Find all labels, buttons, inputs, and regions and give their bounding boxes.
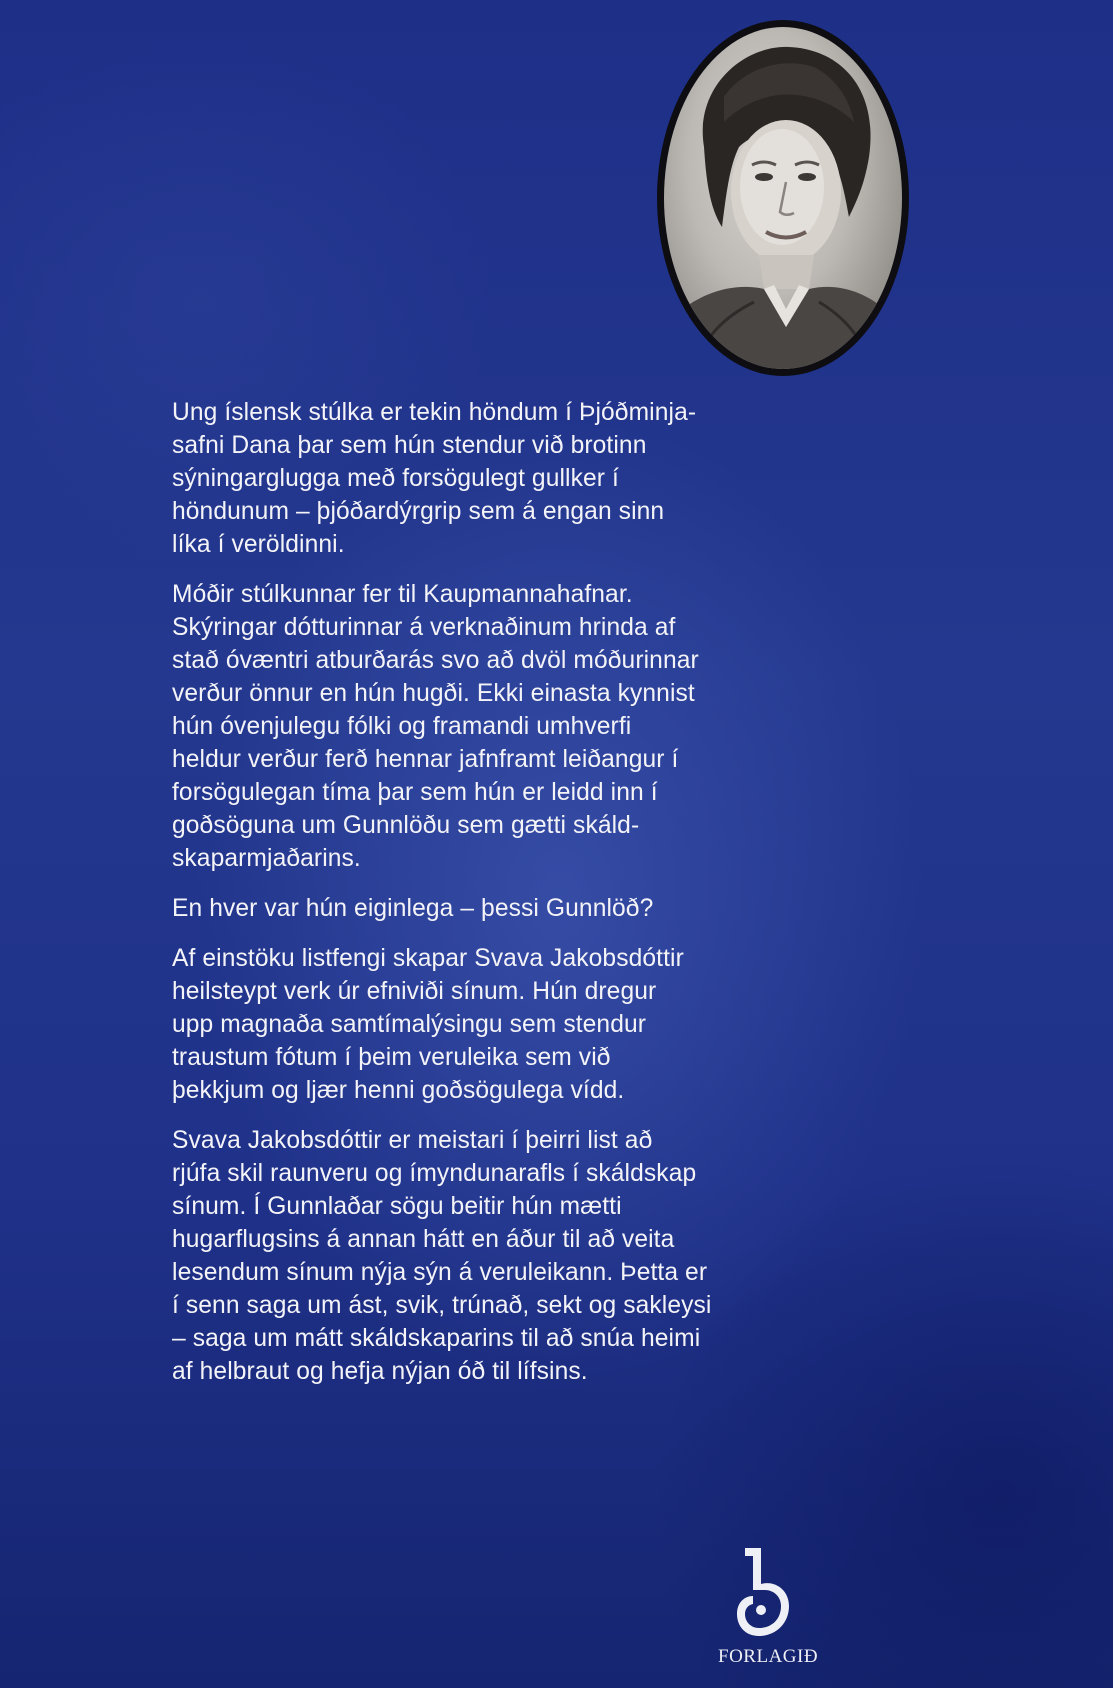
text-line: Af einstöku listfengi skapar Svava Jakobsdóttir bbox=[172, 945, 684, 972]
text-line: – saga um mátt skáldskaparins til að snúa heimi bbox=[172, 1325, 701, 1352]
paragraph-4 bbox=[172, 942, 932, 1107]
text-line: safni Dana þar sem hún stendur við brotinn bbox=[172, 432, 647, 459]
text-line: En hver var hún eiginlega – þessi Gunnlöð? bbox=[172, 895, 654, 922]
text-line: skaparmjaðarins. bbox=[172, 845, 361, 872]
publisher-name: FORLAGIÐ bbox=[718, 1646, 819, 1667]
text-line: traustum fótum í þeim veruleika sem við bbox=[172, 1044, 611, 1071]
publisher-logo bbox=[718, 1544, 819, 1674]
text-line: hún óvenjulegu fólki og framandi umhverfi bbox=[172, 713, 632, 740]
text-line: stað óvæntri atburðarás svo að dvöl móðurinnar bbox=[172, 647, 699, 674]
text-line: forsögulegan tíma þar sem hún er leidd inn í bbox=[172, 779, 658, 806]
text-line: í senn saga um ást, svik, trúnað, sekt og sakleysi bbox=[172, 1292, 712, 1319]
forlagid-logo-icon bbox=[731, 1544, 795, 1640]
text-line: rjúfa skil raunveru og ímyndunarafls í skáldskap bbox=[172, 1160, 697, 1187]
paragraph-1 bbox=[172, 396, 932, 561]
text-line: líka í veröldinni. bbox=[172, 531, 345, 558]
text-line: verður önnur en hún hugði. Ekki einasta kynnist bbox=[172, 680, 695, 707]
text-line: hugarflugsins á annan hátt en áður til að veita bbox=[172, 1226, 675, 1253]
book-description bbox=[172, 396, 932, 1405]
text-line: Móðir stúlkunnar fer til Kaupmannahafnar. bbox=[172, 581, 633, 608]
paragraph-2 bbox=[172, 578, 932, 875]
author-photo bbox=[664, 27, 902, 369]
paragraph-5 bbox=[172, 1124, 932, 1388]
text-line: upp magnaða samtímalýsingu sem stendur bbox=[172, 1011, 647, 1038]
text-line: heilsteypt verk úr efniviði sínum. Hún dregur bbox=[172, 978, 657, 1005]
text-line: Svava Jakobsdóttir er meistari í þeirri list að bbox=[172, 1127, 653, 1154]
text-line: sínum. Í Gunnlaðar sögu beitir hún mætti bbox=[172, 1193, 622, 1220]
text-line: sýningarglugga með forsögulegt gullker í bbox=[172, 465, 619, 492]
author-portrait-photo-icon bbox=[664, 27, 902, 369]
text-line: goðsöguna um Gunnlöðu sem gætti skáld- bbox=[172, 812, 640, 839]
text-line: þekkjum og ljær henni goðsögulega vídd. bbox=[172, 1077, 625, 1104]
text-line: Ung íslensk stúlka er tekin höndum í Þjóðminja- bbox=[172, 399, 697, 426]
author-portrait bbox=[657, 20, 909, 376]
text-line: lesendum sínum nýja sýn á veruleikann. Þetta er bbox=[172, 1259, 708, 1286]
paragraph-3 bbox=[172, 892, 932, 925]
text-line: höndunum – þjóðardýrgrip sem á engan sinn bbox=[172, 498, 665, 525]
text-line: heldur verður ferð hennar jafnframt leiðangur í bbox=[172, 746, 679, 773]
text-line: af helbraut og hefja nýjan óð til lífsins. bbox=[172, 1358, 588, 1385]
text-line: Skýringar dótturinnar á verknaðinum hrinda af bbox=[172, 614, 676, 641]
